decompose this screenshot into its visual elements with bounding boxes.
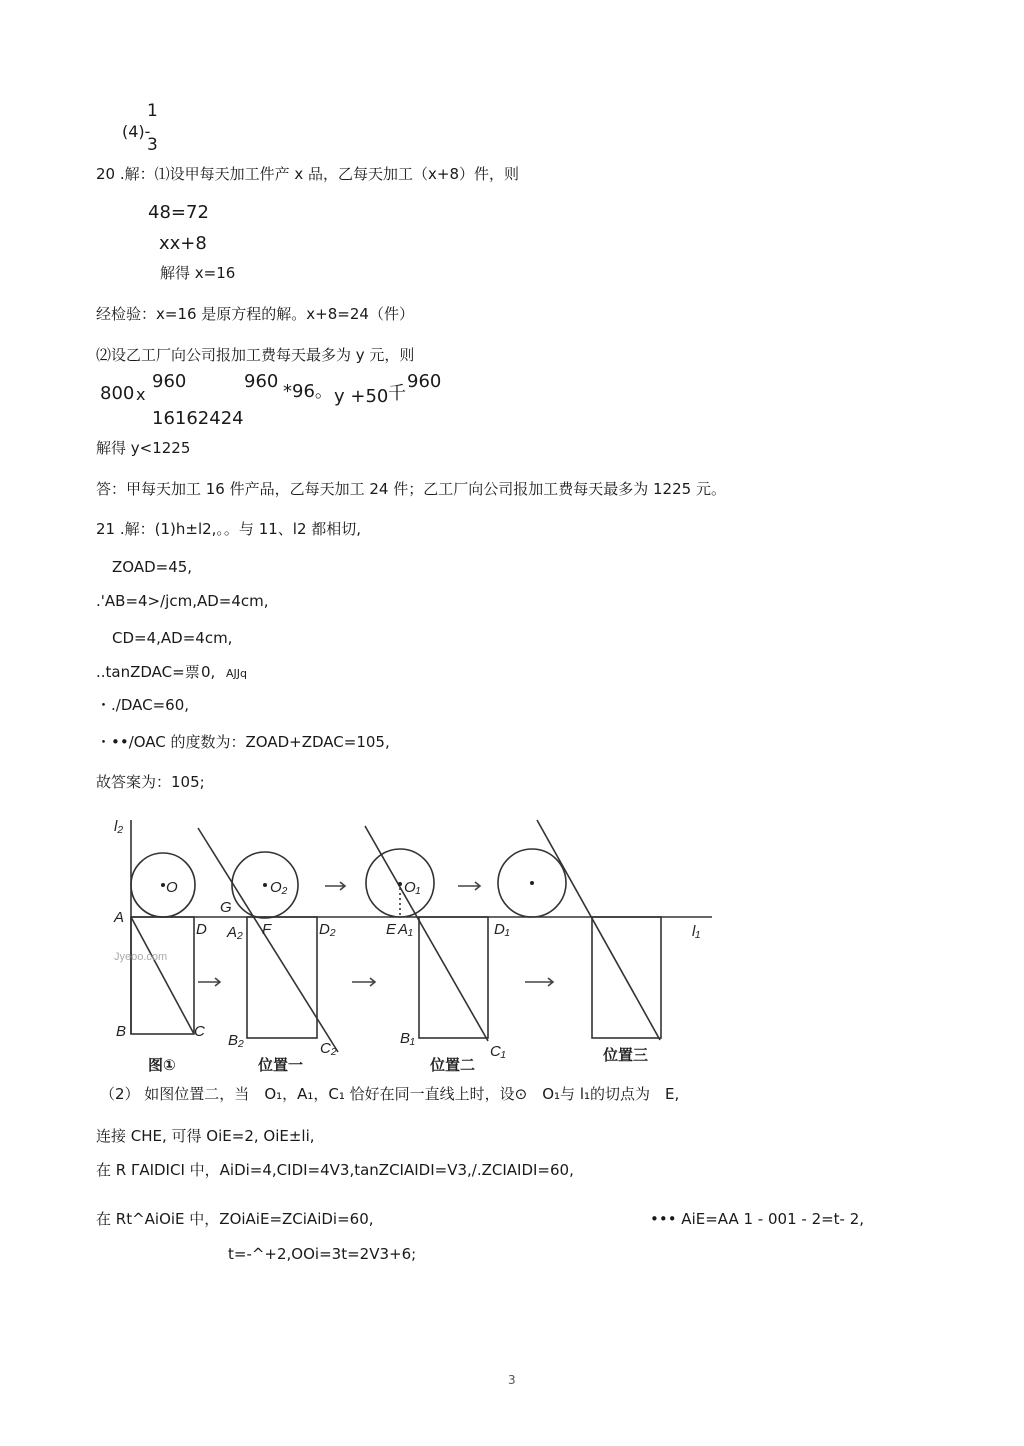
q21-line5: ・./DAC=60,	[96, 696, 190, 714]
rect-position-1	[247, 917, 317, 1038]
q20-equation-top: 48=72	[148, 202, 209, 223]
ineq-960-b: 960	[244, 371, 279, 392]
arrow-icon	[525, 978, 553, 986]
center-position-3	[530, 881, 534, 885]
arrow-icon	[198, 978, 220, 986]
q20-heading: 20 .解：⑴设甲每天加工件产 x 品，乙每天加工（x+8）件，则	[96, 165, 520, 183]
rect-position-3	[592, 917, 661, 1038]
moving-line-3	[537, 820, 660, 1040]
fraction-denominator: 3	[147, 135, 158, 155]
q21-line3: CD=4,AD=4cm,	[112, 629, 233, 647]
q20-part2: ⑵设乙工厂向公司报加工费每天最多为 y 元，则	[96, 346, 415, 364]
q21-line7: 故答案为：105;	[96, 773, 205, 791]
q21-p2-line3: 在 R ΓAIDICI 中，AiDi=4,CIDI=4V3,tanZCIAIDI=V3,/.ZCIAIDI=60,	[96, 1161, 574, 1179]
arrow-icon	[352, 978, 375, 986]
q21-p2-line5: t=-^+2,OOi=3t=2V3+6;	[228, 1245, 417, 1263]
label-b1: B₁	[400, 1030, 415, 1047]
q20-solve2: 解得 y<1225	[96, 439, 191, 457]
page-number: 3	[508, 1373, 516, 1387]
q20-answer: 答：甲每天加工 16 件产品，乙每天加工 24 件；乙工厂向公司报加工费每天最多为 1225 元。	[96, 480, 726, 498]
label-o2: O₂	[270, 879, 288, 896]
ineq-qian: 千	[388, 383, 406, 404]
q21-p2-line4a: 在 Rt^AiOiE 中，ZOiAiE=ZCiAiDi=60,	[96, 1210, 374, 1228]
label-b: B	[116, 1023, 127, 1040]
q21-line4c: AJJq	[226, 667, 247, 680]
watermark: Jyeoo.com	[114, 951, 168, 963]
caption-position-2: 位置二	[430, 1056, 476, 1074]
arrow-icon	[325, 882, 345, 890]
label-c2: C₂	[320, 1040, 337, 1057]
label-o1: O₁	[404, 879, 421, 896]
q21-p2-line4b: ••• AiE=AA 1 - 001 - 2=t- 2,	[650, 1210, 865, 1228]
ineq-960-a: 960	[152, 371, 187, 392]
label-c1: C₁	[490, 1043, 506, 1060]
center-o	[161, 883, 165, 887]
center-o1	[398, 882, 402, 886]
q21-p2-line1: （2） 如图位置二，当 O₁，A₁，C₁ 恰好在同一直线上时，设⊙ O₁与 l₁的切点为 E,	[100, 1085, 680, 1103]
label-l2: l₂	[114, 818, 124, 835]
ineq-800: 800	[100, 383, 135, 404]
arrow-icon	[458, 882, 480, 890]
q20-equation-bottom: xx+8	[159, 233, 207, 254]
q21-heading: 21 .解：(1)h±l2,。。与 11、l2 都相切,	[96, 520, 362, 538]
rect-position-2	[419, 917, 488, 1038]
ineq-denominators: 16162424	[152, 408, 244, 429]
label-d2: D₂	[319, 921, 336, 938]
diagonal-ac	[131, 917, 194, 1034]
fraction-numerator: 1	[147, 101, 158, 121]
label-a: A	[114, 909, 125, 926]
part4-label: (4)-	[122, 122, 151, 141]
label-g: G	[220, 899, 232, 916]
q21-p2-line2: 连接 CHE, 可得 OiE=2, OiE±li,	[96, 1127, 315, 1145]
q21-line1: ZOAD=45,	[112, 558, 193, 576]
label-e: E	[386, 921, 397, 938]
label-d: D	[196, 921, 207, 938]
center-o2	[263, 883, 267, 887]
label-d1: D₁	[494, 921, 510, 938]
label-a1: A₁	[398, 921, 413, 938]
q21-line2: .'AB=4>/jcm,AD=4cm,	[96, 592, 269, 610]
label-f: F	[262, 921, 272, 938]
label-o: O	[166, 879, 178, 896]
ineq-96: *96。	[283, 381, 333, 402]
q21-line4b: 0,	[201, 663, 216, 681]
caption-figure-1: 图①	[148, 1056, 176, 1074]
ineq-x: x	[136, 385, 146, 404]
caption-position-3: 位置三	[603, 1046, 649, 1064]
q21-line6: ・••/OAC 的度数为：ZOAD+ZDAC=105,	[96, 733, 390, 751]
moving-line-2	[365, 826, 488, 1041]
caption-position-1: 位置一	[258, 1056, 304, 1074]
ineq-960-c: 960	[407, 371, 442, 392]
ineq-y-plus-50: y +50	[334, 386, 389, 407]
label-c: C	[194, 1023, 205, 1040]
q20-solve: 解得 x=16	[160, 264, 236, 282]
label-l1: l₁	[692, 923, 701, 940]
label-a2: A₂	[227, 924, 243, 941]
label-b2: B₂	[228, 1032, 244, 1049]
q21-line4a: ..tanZDAC=票	[96, 663, 200, 681]
q20-check: 经检验：x=16 是原方程的解。x+8=24（件）	[96, 305, 414, 323]
